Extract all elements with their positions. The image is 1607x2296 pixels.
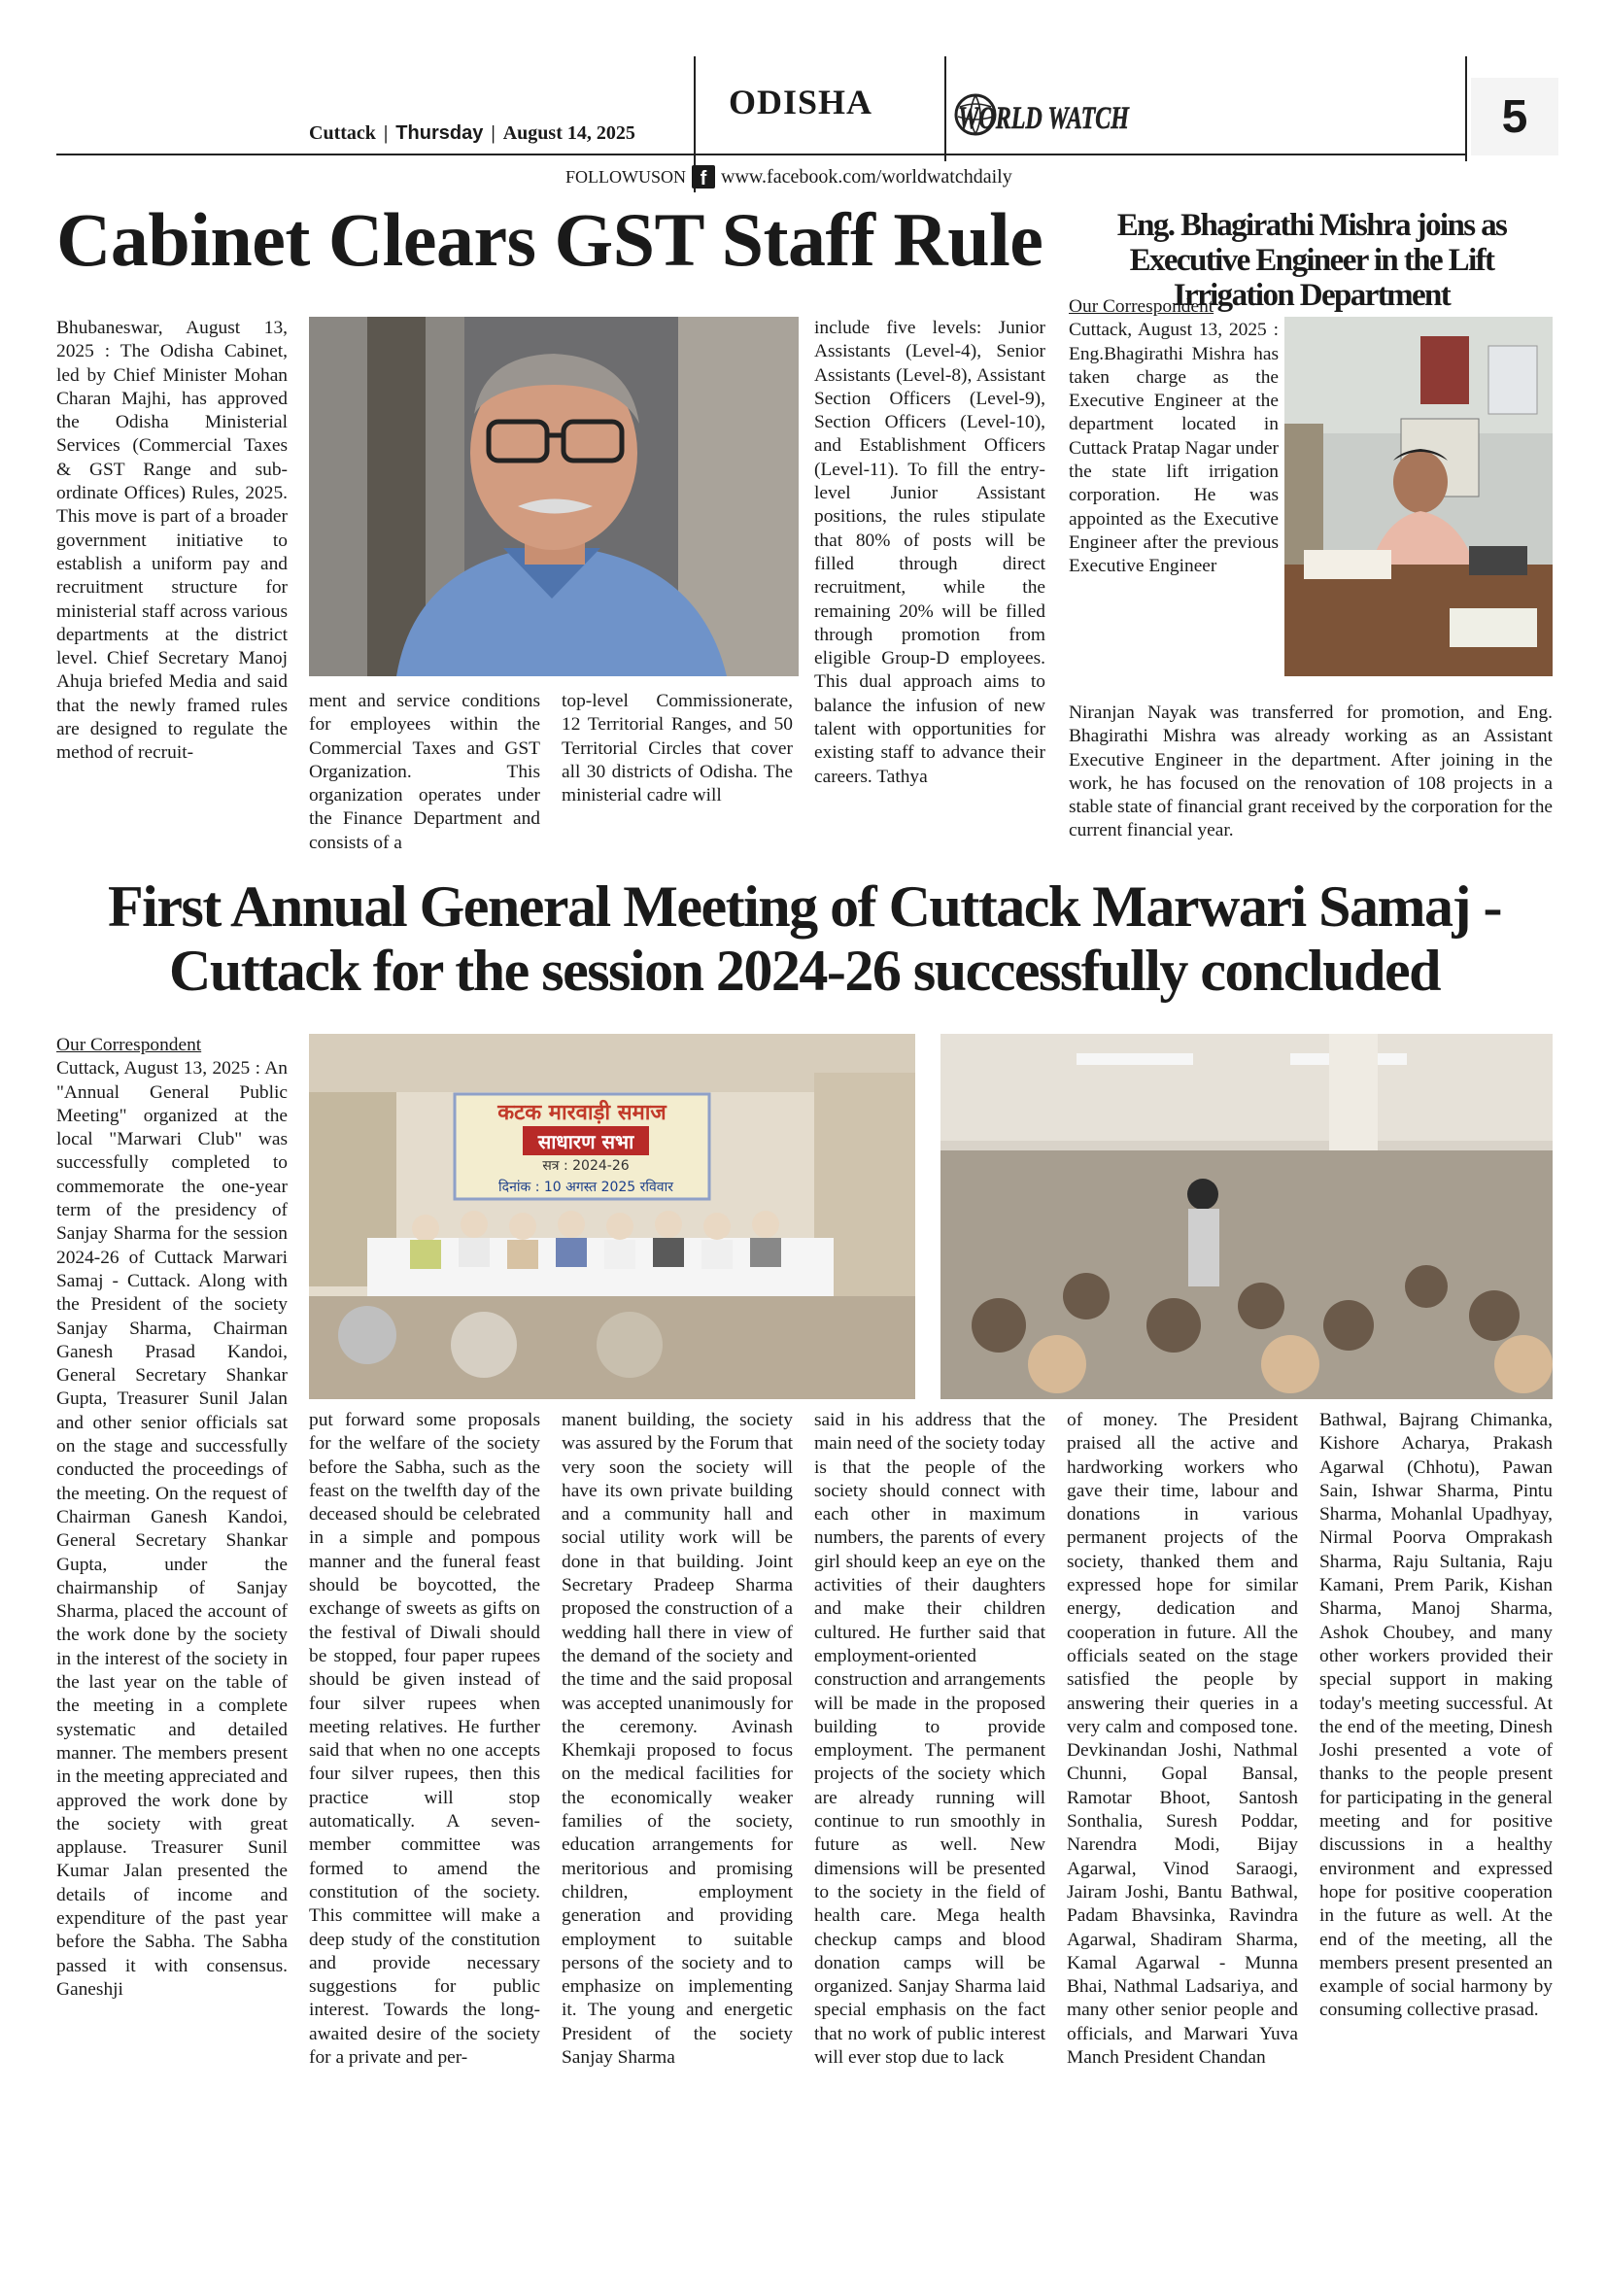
masthead-dateline: Cuttack | Thursday | August 14, 2025 bbox=[309, 122, 635, 144]
article-column bbox=[56, 1034, 288, 2002]
page-number: 5 bbox=[1471, 78, 1558, 155]
banner-text: साधारण सभा bbox=[537, 1130, 634, 1153]
article-headline: Eng. Bhagirathi Mishra joins as Executive Engineer in the Lift Irrigation Department bbox=[1116, 208, 1507, 313]
masthead-city: Cuttack bbox=[309, 122, 376, 144]
facebook-icon[interactable]: f bbox=[692, 165, 715, 188]
article-body: ment and service conditions for employees within the Commercial Taxes and GST Organization. This organization operates under the Finance Department and consists of a bbox=[309, 691, 540, 853]
article-body: include five levels: Junior Assistants (Level-4), Senior Assistants (Level-8), Assistant Section Officers (Level-9), Section Officers (Level-10), and Establishment Officers (Level-11). To fill the entry-level Junior Assistant positions, the rules stipulate that 80% of posts will be filled through direct recruitment, while the remaining 20% will be filled through promotion from eligible Group-D employees. This dual approach aims to balance the infusion of new talent with opportunities for existing staff to advance their careers. Tathya bbox=[814, 318, 1045, 787]
article-headline: Cabinet Clears GST Staff Rule bbox=[56, 197, 1043, 282]
article-column bbox=[1069, 702, 1553, 843]
section-title: ODISHA bbox=[729, 83, 873, 121]
article-column bbox=[309, 1409, 540, 2070]
article-body: Cuttack, August 13, 2025 : Eng.Bhagirathi Mishra has taken charge as the Executive Engineer at the department located in Cuttack Pratap Nagar under the state lift irrigation corporation. He was appointed as the Executive Engineer after the previous Executive Engineer bbox=[1069, 320, 1279, 577]
article-headline bbox=[56, 874, 1553, 1003]
article-body: Cuttack, August 13, 2025 : An "Annual General Public Meeting" organized at the local "Marwari Club" was successfully completed to commemorate the one-year term of the presidency of Sanjay Sharma for the session 2024-26 of Cuttack Marwari Samaj - Cuttack. Along with the President of the society Sanjay Sharma, Chairman Ganesh Prasad Kandoi, General Secretary Shankar Gupta, Treasurer Sunil Jalan and other senior officials sat on the stage and successfully conducted the proceedings of the meeting. On the request of Chairman Ganesh Kandoi, General Secretary Shankar Gupta, under the chairmanship of Sanjay Sharma, placed the account of the work done by the society in the interest of the society in the last year on the table of the meeting in a complete systematic and detailed manner. The members present in the meeting appreciated and approved the work done by the society with great applause. Treasurer Sunil Kumar Jalan presented the details of income and expenditure of the past year before the Sabha. The Sabha passed it with consensus. Ganeshji bbox=[56, 1058, 288, 2000]
article-column bbox=[309, 690, 540, 855]
stage-meeting-photo bbox=[309, 1034, 915, 1399]
article-column bbox=[1319, 1409, 1553, 2023]
article-body: of money. The President praised all the active and hardworking workers who gave their time, labour and donations in various permanent projects of the society, thanked them and expressed hope for similar energy, dedication and cooperation in future. All the officials seated on the stage satisfied the people by answering their queries in a very calm and composed tone. Devkinandan Joshi, Nathmal Chunni, Gopal Bansal, Ramotar Bhoot, Santosh Sonthalia, Suresh Poddar, Narendra Modi, Bijay Agarwal, Vinod Saraogi, Jairam Joshi, Bantu Bathwal, Padam Bhavsinka, Ravindra Agarwal, Shadiram Sharma, Kamal Agarwal - Munna Bhai, Nathmal Ladsariya, and many other senior people and officials, and Marwari Yuva Manch President Chandan bbox=[1067, 1410, 1298, 2069]
article-column bbox=[1067, 1409, 1298, 2070]
article-column bbox=[814, 317, 1045, 789]
article-body: manent building, the society was assured by the Forum that very soon the society will have its own private building and a community hall and social utility work will be done in that building. Joint Secretary Pradeep Sharma proposed the construction of a wedding hall there in view of the demand of the society and the time and the said proposal was accepted unanimously for the ceremony. Avinash Khemkaji proposed to focus on the medical facilities for the economically weaker families of the society, education arrangements for meritorious and promising children, employment generation and providing employment to suitable persons of the society and to emphasize on implementing it. The young and energetic President of the society Sanjay Sharma bbox=[562, 1410, 793, 2069]
article-body: put forward some proposals for the welfare of the society before the Sabha, such as the feast on the twelfth day of the deceased should be celebrated in a simple and pompous manner and the funeral feast should be boycotted, the exchange of sweets as gifts on the festival of Diwali should be stopped, four paper rupees should be given instead of four silver rupees when meeting relatives. He further said that when no one accepts four silver rupees, then this practice will stop automatically. A seven-member committee was formed to amend the constitution of the society. This committee will make a deep study of the constitution and provide necessary suggestions for public interest. Towards the long-awaited desire of the society for a private and per- bbox=[309, 1410, 540, 2069]
follow-us-bar bbox=[565, 165, 1012, 188]
facebook-link[interactable]: www.facebook.com/worldwatchdaily bbox=[721, 165, 1012, 188]
article-column bbox=[562, 1409, 793, 2070]
masthead-day: Thursday bbox=[395, 122, 484, 144]
masthead-divider bbox=[1465, 56, 1467, 161]
masthead-date: August 14, 2025 bbox=[502, 122, 635, 144]
masthead-rule bbox=[56, 154, 1465, 155]
headline-line: First Annual General Meeting of Cuttack Marwari Samaj - bbox=[108, 874, 1501, 939]
official-portrait-photo bbox=[309, 317, 799, 676]
logo-wordmark: WORLD WATCH bbox=[958, 101, 1130, 136]
engineer-office-photo bbox=[1284, 317, 1553, 676]
article-body: Niranjan Nayak was transferred for promotion, and Eng. Bhagirathi Mishra was already working as an Assistant Executive Engineer in the department. After joining in the work, he has focused on the renovation of 108 projects in a stable state of financial grant received by the corporation for the current financial year. bbox=[1069, 703, 1553, 841]
article-column bbox=[56, 317, 288, 766]
banner-text: सत्र : 2024-26 bbox=[542, 1158, 630, 1174]
article-body: Bhubaneswar, August 13, 2025 : The Odisha Cabinet, led by Chief Minister Mohan Charan Majhi, has approved the Odisha Ministerial Services (Commercial Taxes & GST Range and sub-ordinate Offices) Rules, 2025. This move is part of a broader government initiative to establish a uniform pay and recruitment structure for ministerial staff across various departments at the district level. Chief Secretary Manoj Ahuja briefed Media and said that the newly framed rules are designed to regulate the method of recruit- bbox=[56, 318, 288, 764]
follow-us-label: FOLLOWUSON bbox=[565, 166, 686, 187]
article-body: Bathwal, Bajrang Chimanka, Kishore Acharya, Prakash Agarwal (Chhotu), Pawan Sain, Ishwar Sharma, Pintu Sharma, Mohanlal Upadhyay, Nirmal Poorva Omprakash Sharma, Raju Sultania, Raju Kamani, Prem Parik, Kishan Sharma, Manoj Sharma, Ashok Choubey, and many other workers provided their special support in making today's meeting successful. At the end of the meeting, Dinesh Joshi presented a vote of thanks to the people present for participating in the general meeting and for positive discussions in a healthy environment and expressed hope for positive cooperation in the future as well. At the end of the meeting, all the members present presented an example of social harmony by consuming collective prasad. bbox=[1319, 1410, 1553, 2021]
article-byline: Our Correspondent bbox=[56, 1035, 202, 1055]
headline-line: Cuttack for the session 2024-26 successfully concluded bbox=[169, 939, 1440, 1003]
world-watch-logo bbox=[954, 78, 1131, 146]
article-column bbox=[814, 1409, 1045, 2070]
masthead-divider bbox=[694, 56, 696, 161]
article-byline: Our Correspondent bbox=[1069, 296, 1214, 317]
banner-text: दिनांक : 10 अगस्त 2025 रविवार bbox=[498, 1180, 673, 1195]
article-column bbox=[1069, 295, 1279, 579]
article-body: top-level Commissionerate, 12 Territorial Ranges, and 50 Territorial Circles that cover all 30 districts of Odisha. The ministerial cadre will bbox=[562, 691, 793, 806]
audience-meeting-photo bbox=[940, 1034, 1553, 1399]
banner-text: कटक मारवाड़ी समाज bbox=[497, 1101, 667, 1125]
article-body: said in his address that the main need of the society today is that the people of the society should connect with each other in maximum numbers, the parents of every girl should keep an eye on the activities of their daughters and make their children cultured. He further said that employment-oriented construction and arrangements will be made in the proposed building to provide employment. The permanent projects of the society which are already running will continue to run smoothly in future as well. New dimensions will be presented to the society in the field of health care. Mega health checkup camps and blood donation camps will be organized. Sanjay Sharma laid special emphasis on the fact that no work of public interest will ever stop due to lack bbox=[814, 1410, 1045, 2069]
masthead-divider bbox=[944, 56, 946, 161]
article-column bbox=[562, 690, 793, 807]
